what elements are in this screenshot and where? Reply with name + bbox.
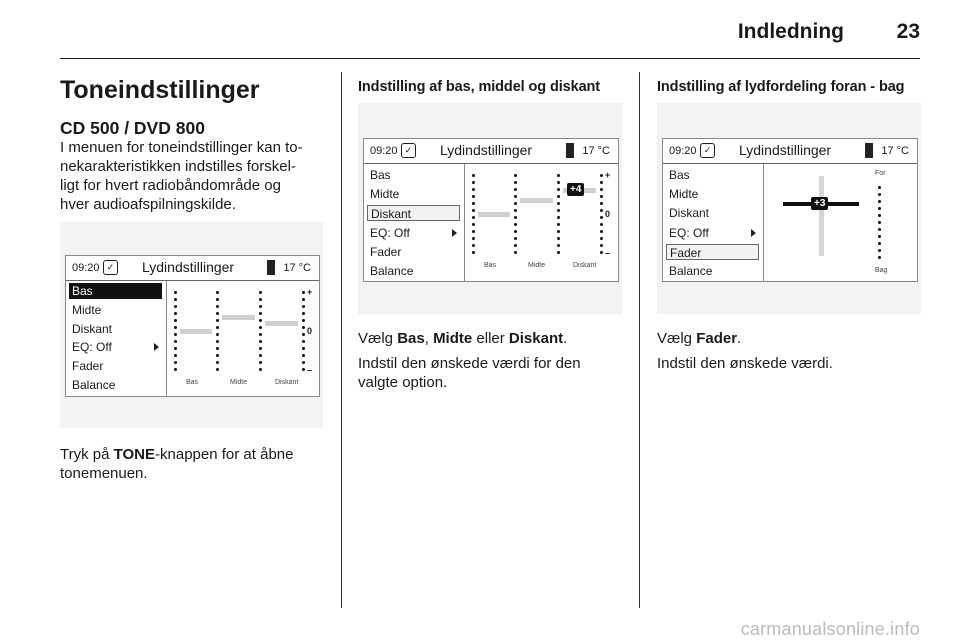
menu-item-bas[interactable]: Bas: [370, 168, 391, 182]
eq-dot-scale: [600, 174, 603, 258]
header-title: Indledning: [737, 20, 844, 43]
minus-marker: –: [605, 248, 611, 258]
tone-menu: [663, 164, 764, 281]
display-temperature: 17 °C: [881, 145, 909, 157]
fader-adjust-paragraph: Indstil den ønskede værdi.: [657, 355, 833, 372]
thermometer-icon: [865, 143, 873, 158]
menu-item-eq[interactable]: [666, 225, 759, 241]
treble-value: +4: [567, 183, 584, 196]
eq-axis-label: Midte: [528, 262, 546, 269]
eq-sliders: [166, 281, 319, 396]
arrow-right-icon: [751, 229, 756, 237]
thermometer-icon: [566, 143, 574, 158]
menu-item-diskant[interactable]: Diskant: [72, 322, 113, 336]
option-name: Diskant: [508, 330, 564, 347]
text-run: .: [563, 330, 568, 347]
minus-marker: –: [307, 365, 313, 375]
eq-dot-scale: [302, 291, 305, 375]
display-time: 09:20: [370, 145, 398, 157]
menu-item-midte[interactable]: Midte: [370, 187, 400, 201]
instruction-line: tonemenuen.: [60, 465, 148, 482]
page-number: 23: [896, 20, 920, 43]
eq-axis-label: Diskant: [573, 262, 597, 269]
display-temperature: 17 °C: [582, 145, 610, 157]
adjust-line: valgte option.: [358, 374, 448, 391]
display-title: Lydindstillinger: [440, 142, 533, 158]
section-heading-bass-mid-treble: Indstilling af bas, middel og diskant: [358, 79, 601, 95]
eq-dot-scale: [557, 174, 560, 258]
adjust-paragraph: [358, 354, 633, 392]
display-screen: [65, 255, 320, 397]
arrow-right-icon: [452, 229, 457, 237]
menu-item-fader[interactable]: Fader: [72, 359, 104, 373]
screenshot-panel-fader: [657, 103, 921, 314]
thermometer-icon: [267, 260, 275, 275]
clock-sync-icon: ✓: [401, 143, 416, 158]
text-run: Tryk på: [60, 446, 114, 463]
eq-level-bar-bas[interactable]: [180, 329, 212, 334]
eq-level-bar-diskant[interactable]: [265, 321, 298, 326]
watermark: carmanualsonline.info: [740, 619, 920, 639]
display-title: Lydindstillinger: [142, 259, 235, 275]
column-divider-2: [639, 72, 640, 608]
eq-sliders: [464, 164, 618, 281]
display-time: 09:20: [669, 145, 697, 157]
section-heading-fader: Indstilling af lydfordeling foran - bag: [657, 79, 905, 95]
menu-item-bas[interactable]: Bas: [69, 283, 162, 299]
plus-marker: +: [307, 287, 313, 297]
eq-level-bar-midte[interactable]: [520, 198, 553, 203]
sub-heading: CD 500 / DVD 800: [60, 118, 205, 138]
eq-dot-scale: [174, 291, 177, 375]
key-name: TONE: [113, 446, 156, 463]
zero-marker: 0: [605, 209, 611, 219]
menu-item-bas[interactable]: Bas: [669, 168, 690, 182]
clock-sync-icon: ✓: [700, 143, 715, 158]
clock-sync-icon: ✓: [103, 260, 118, 275]
menu-item-diskant[interactable]: Diskant: [367, 205, 460, 221]
text-run: .: [737, 330, 742, 347]
text-run: Vælg: [657, 330, 697, 347]
intro-paragraph: [60, 138, 335, 214]
display-title: Lydindstillinger: [739, 142, 832, 158]
select-paragraph: [358, 329, 633, 348]
instruction-line: [60, 445, 335, 464]
instruction-paragraph: [60, 445, 335, 483]
text-run: Vælg: [358, 330, 398, 347]
display-temperature: 17 °C: [283, 262, 311, 274]
eq-level-bar-midte[interactable]: [222, 315, 255, 320]
fader-value: +3: [811, 197, 828, 210]
display-screen: [662, 138, 918, 282]
text-run: -knappen for at åbne: [155, 446, 294, 463]
menu-item-fader[interactable]: Fader: [666, 244, 759, 260]
option-name: Midte: [433, 330, 473, 347]
menu-item-fader[interactable]: Fader: [370, 245, 402, 259]
header-rule: [60, 58, 920, 59]
intro-line: hver audioafspilningskilde.: [60, 196, 236, 213]
eq-axis-label: Bas: [186, 379, 199, 386]
intro-line: ligt for hvert radiobåndområde og: [60, 177, 281, 194]
intro-line: nekarakteristikken indstilles forskel-: [60, 158, 296, 175]
text-run: eller: [472, 330, 509, 347]
eq-dot-scale: [216, 291, 219, 375]
rear-label: Bag: [875, 267, 888, 274]
fader-track: [819, 176, 824, 256]
screenshot-panel-tone: [60, 222, 323, 428]
fader-scale: [878, 186, 881, 263]
eq-dot-scale: [259, 291, 262, 375]
fader-area: [763, 164, 917, 281]
column-divider-1: [341, 72, 342, 608]
option-name: Fader: [696, 330, 738, 347]
eq-axis-label: Bas: [484, 262, 497, 269]
eq-axis-label: Diskant: [275, 379, 299, 386]
front-label: For: [875, 170, 886, 177]
main-heading: Toneindstillinger: [60, 76, 260, 104]
arrow-right-icon: [154, 343, 159, 351]
display-time: 09:20: [72, 262, 100, 274]
menu-item-balance[interactable]: Balance: [370, 264, 414, 278]
zero-marker: 0: [307, 326, 313, 336]
page-header: [0, 0, 960, 60]
menu-item-balance[interactable]: Balance: [669, 264, 713, 278]
screenshot-panel-eq: [358, 103, 622, 314]
display-status-bar: [364, 139, 618, 164]
display-status-bar: [663, 139, 917, 164]
tone-menu: [364, 164, 465, 281]
menu-item-eq-label: EQ: Off: [370, 226, 410, 240]
intro-line: I menuen for toneindstillinger kan to-: [60, 139, 303, 156]
eq-dot-scale: [514, 174, 517, 258]
menu-item-eq-label: EQ: Off: [669, 226, 709, 240]
eq-dot-scale: [472, 174, 475, 258]
tone-menu: [66, 281, 167, 396]
display-status-bar: [66, 256, 319, 281]
display-screen: [363, 138, 619, 282]
menu-item-eq-label: EQ: Off: [72, 340, 112, 354]
menu-item-diskant[interactable]: Diskant: [669, 206, 710, 220]
option-name: Bas: [397, 330, 425, 347]
menu-item-midte[interactable]: Midte: [72, 303, 102, 317]
eq-axis-label: Midte: [230, 379, 248, 386]
menu-item-balance[interactable]: Balance: [72, 378, 116, 392]
text-run: ,: [424, 330, 434, 347]
plus-marker: +: [605, 170, 611, 180]
menu-item-midte[interactable]: Midte: [669, 187, 699, 201]
menu-item-eq[interactable]: [69, 339, 162, 355]
menu-item-eq[interactable]: [367, 225, 460, 241]
eq-level-bar-bas[interactable]: [478, 212, 510, 217]
fader-select-paragraph: [657, 329, 932, 348]
adjust-line: Indstil den ønskede værdi for den: [358, 355, 581, 372]
